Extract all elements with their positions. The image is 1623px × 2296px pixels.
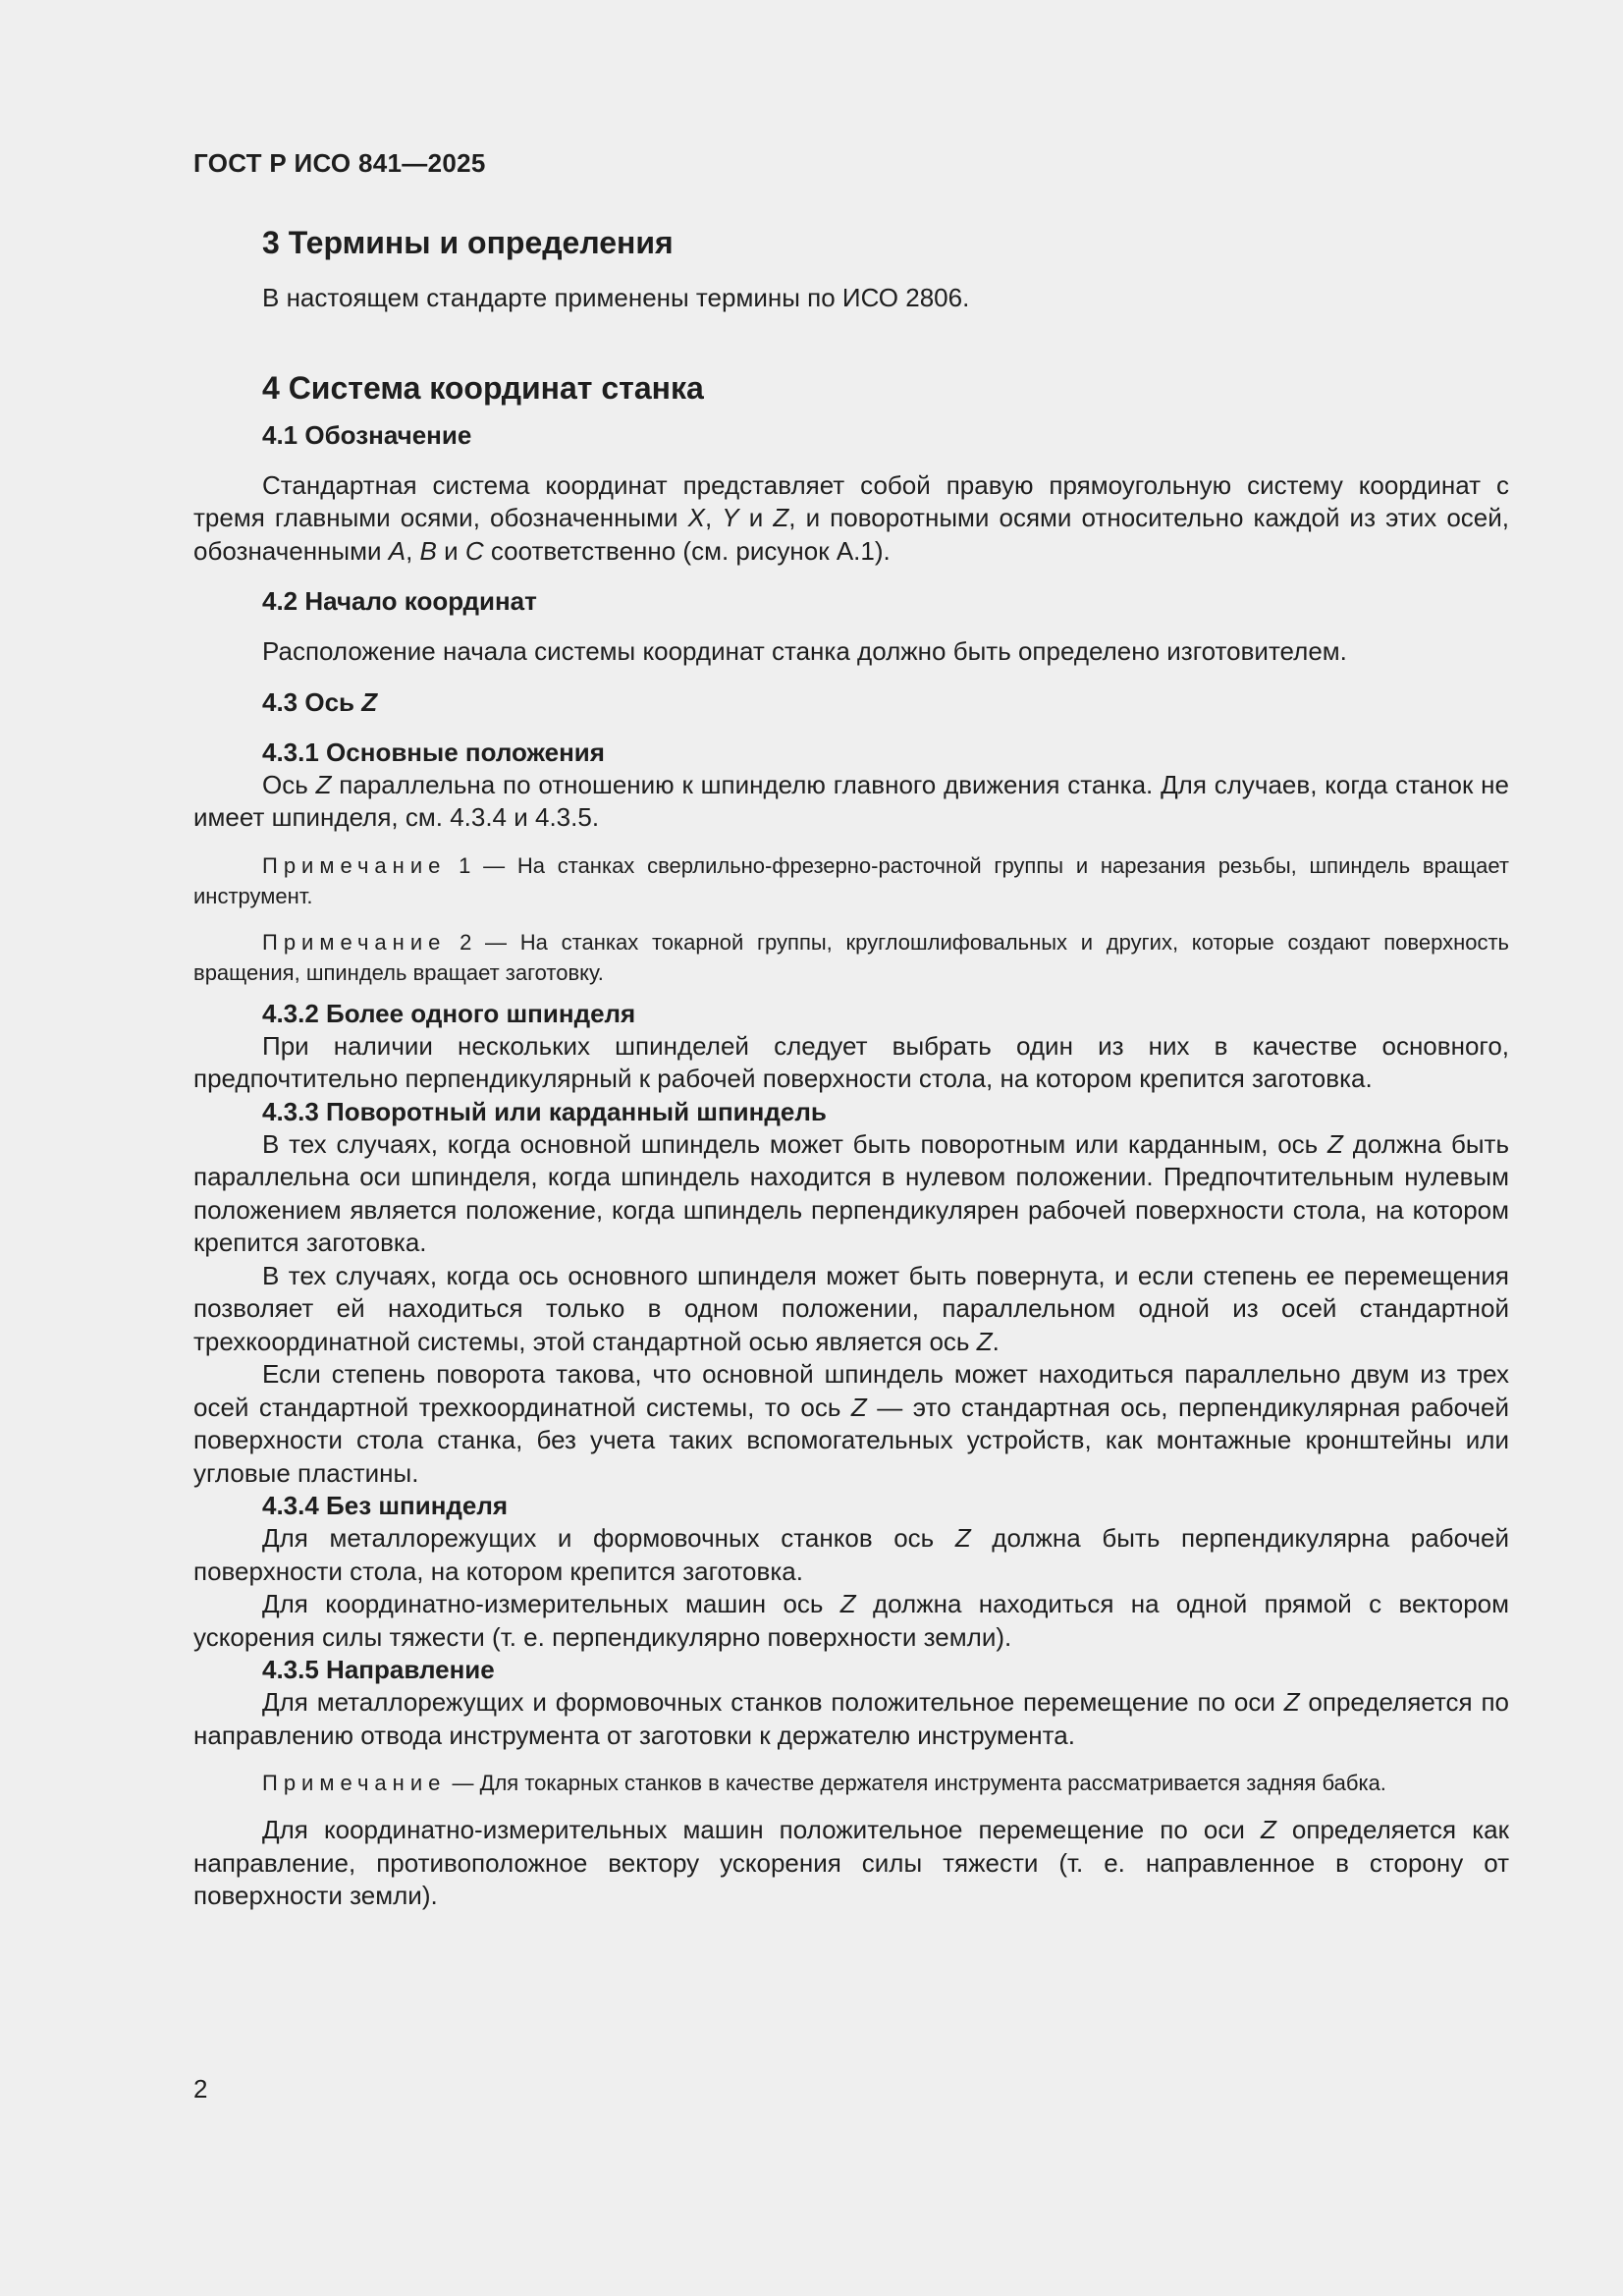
section-4-1-title: 4.1 Обозначение xyxy=(262,419,472,450)
section-4-3-3-text-1: В тех случаях, когда основной шпиндель может быть поворотным или карданным, ось Z должна быть параллельна оси шпинделя, когда шпиндель находится в нулевом положении. Предпочтительным нулевым положением является положение, когда шпиндель перпендикулярен рабочей поверхности стола, на котором крепится заготовка. xyxy=(193,1128,1509,1257)
section-4-1-text: Стандартная система координат представляет собой правую прямоугольную систему координат с тремя главными осями, обозначенными X, Y и Z, и поворотными осями относительно каждой из этих осей, обозначенными A, B и C соответственно (см. рисунок А.1). xyxy=(193,469,1509,566)
section-4-3-4-text-1: Для металлорежущих и формовочных станков ось Z должна быть перпендикулярна рабочей поверхности стола, на котором крепится заготовка. xyxy=(193,1523,1509,1586)
document-id-header: ГОСТ Р ИСО 841—2025 xyxy=(193,148,486,178)
section-4-3-4-title: 4.3.4 Без шпинделя xyxy=(262,1491,509,1520)
note-3: Примечание — Для токарных станков в качестве держателя инструмента рассматривается задняя бабка. xyxy=(262,1771,1386,1795)
note-1: Примечание 1 — На станках сверлильно-фрезерно-расточной группы и нарезания резьбы, шпиндель вращает инструмент. xyxy=(193,852,1509,908)
section-4-3-3-text-3: Если степень поворота такова, что основной шпиндель может находиться параллельно двум из трех осей стандартной трехкоординатной системы, то ось Z — это стандартная ось, перпендикулярная рабочей поверхности стола станка, без учета таких вспомогательных устройств, как монтажные кронштейны или угловые пластины. xyxy=(193,1359,1509,1488)
section-4-3-5-text-2: Для координатно-измерительных машин положительное перемещение по оси Z определяется как направление, противоположное вектору ускорения силы тяжести (т. е. направленное в сторону от поверхности земли). xyxy=(193,1815,1509,1910)
section-4-3-2-text: При наличии нескольких шпинделей следует выбрать один из них в качестве основного, предпочтительно перпендикулярный к рабочей поверхности стола, на котором крепится заготовка. xyxy=(193,1030,1509,1093)
section-4-3-5-title: 4.3.5 Направление xyxy=(262,1655,495,1684)
section-4-3-3-title: 4.3.3 Поворотный или карданный шпиндель xyxy=(262,1096,827,1126)
section-4-3-1-title: 4.3.1 Основные положения xyxy=(262,737,605,767)
section-3-text: В настоящем стандарте применены термины по ИСО 2806. xyxy=(262,283,970,312)
page-number: 2 xyxy=(193,2074,208,2104)
section-4-title: 4 Система координат станка xyxy=(262,369,704,406)
section-3-title: 3 Термины и определения xyxy=(262,225,674,260)
note-2: Примечание 2 — На станках токарной группы, круглошлифовальных и других, которые создают поверхность вращения, шпиндель вращает заготовку. xyxy=(193,929,1509,985)
section-4-3-1-text: Ось Z параллельна по отношению к шпинделю главного движения станка. Для случаев, когда станок не имеет шпинделя, см. 4.3.4 и 4.3.5. xyxy=(193,769,1509,832)
document-body xyxy=(193,221,1509,1913)
section-4-3-2-title: 4.3.2 Более одного шпинделя xyxy=(262,998,636,1028)
section-4-3-3-text-2: В тех случаях, когда ось основного шпинделя может быть повернута, и если степень ее перемещения позволяет ей находиться только в одном положении, параллельном одной из осей стандартной трехкоординатной системы, этой стандартной осью является ось Z. xyxy=(193,1260,1509,1356)
section-4-3-5-text-1: Для металлорежущих и формовочных станков положительное перемещение по оси Z определяется по направлению отвода инструмента от заготовки к держателю инструмента. xyxy=(193,1687,1509,1750)
section-4-2-title: 4.2 Начало координат xyxy=(262,586,537,616)
section-4-3-4-text-2: Для координатно-измерительных машин ось Z должна находиться на одной прямой с вектором ускорения силы тяжести (т. е. перпендикулярно поверхности земли). xyxy=(193,1589,1509,1652)
section-4-2-text: Расположение начала системы координат станка должно быть определено изготовителем. xyxy=(262,636,1347,666)
section-4-3-title: 4.3 Ось Z xyxy=(262,686,378,717)
